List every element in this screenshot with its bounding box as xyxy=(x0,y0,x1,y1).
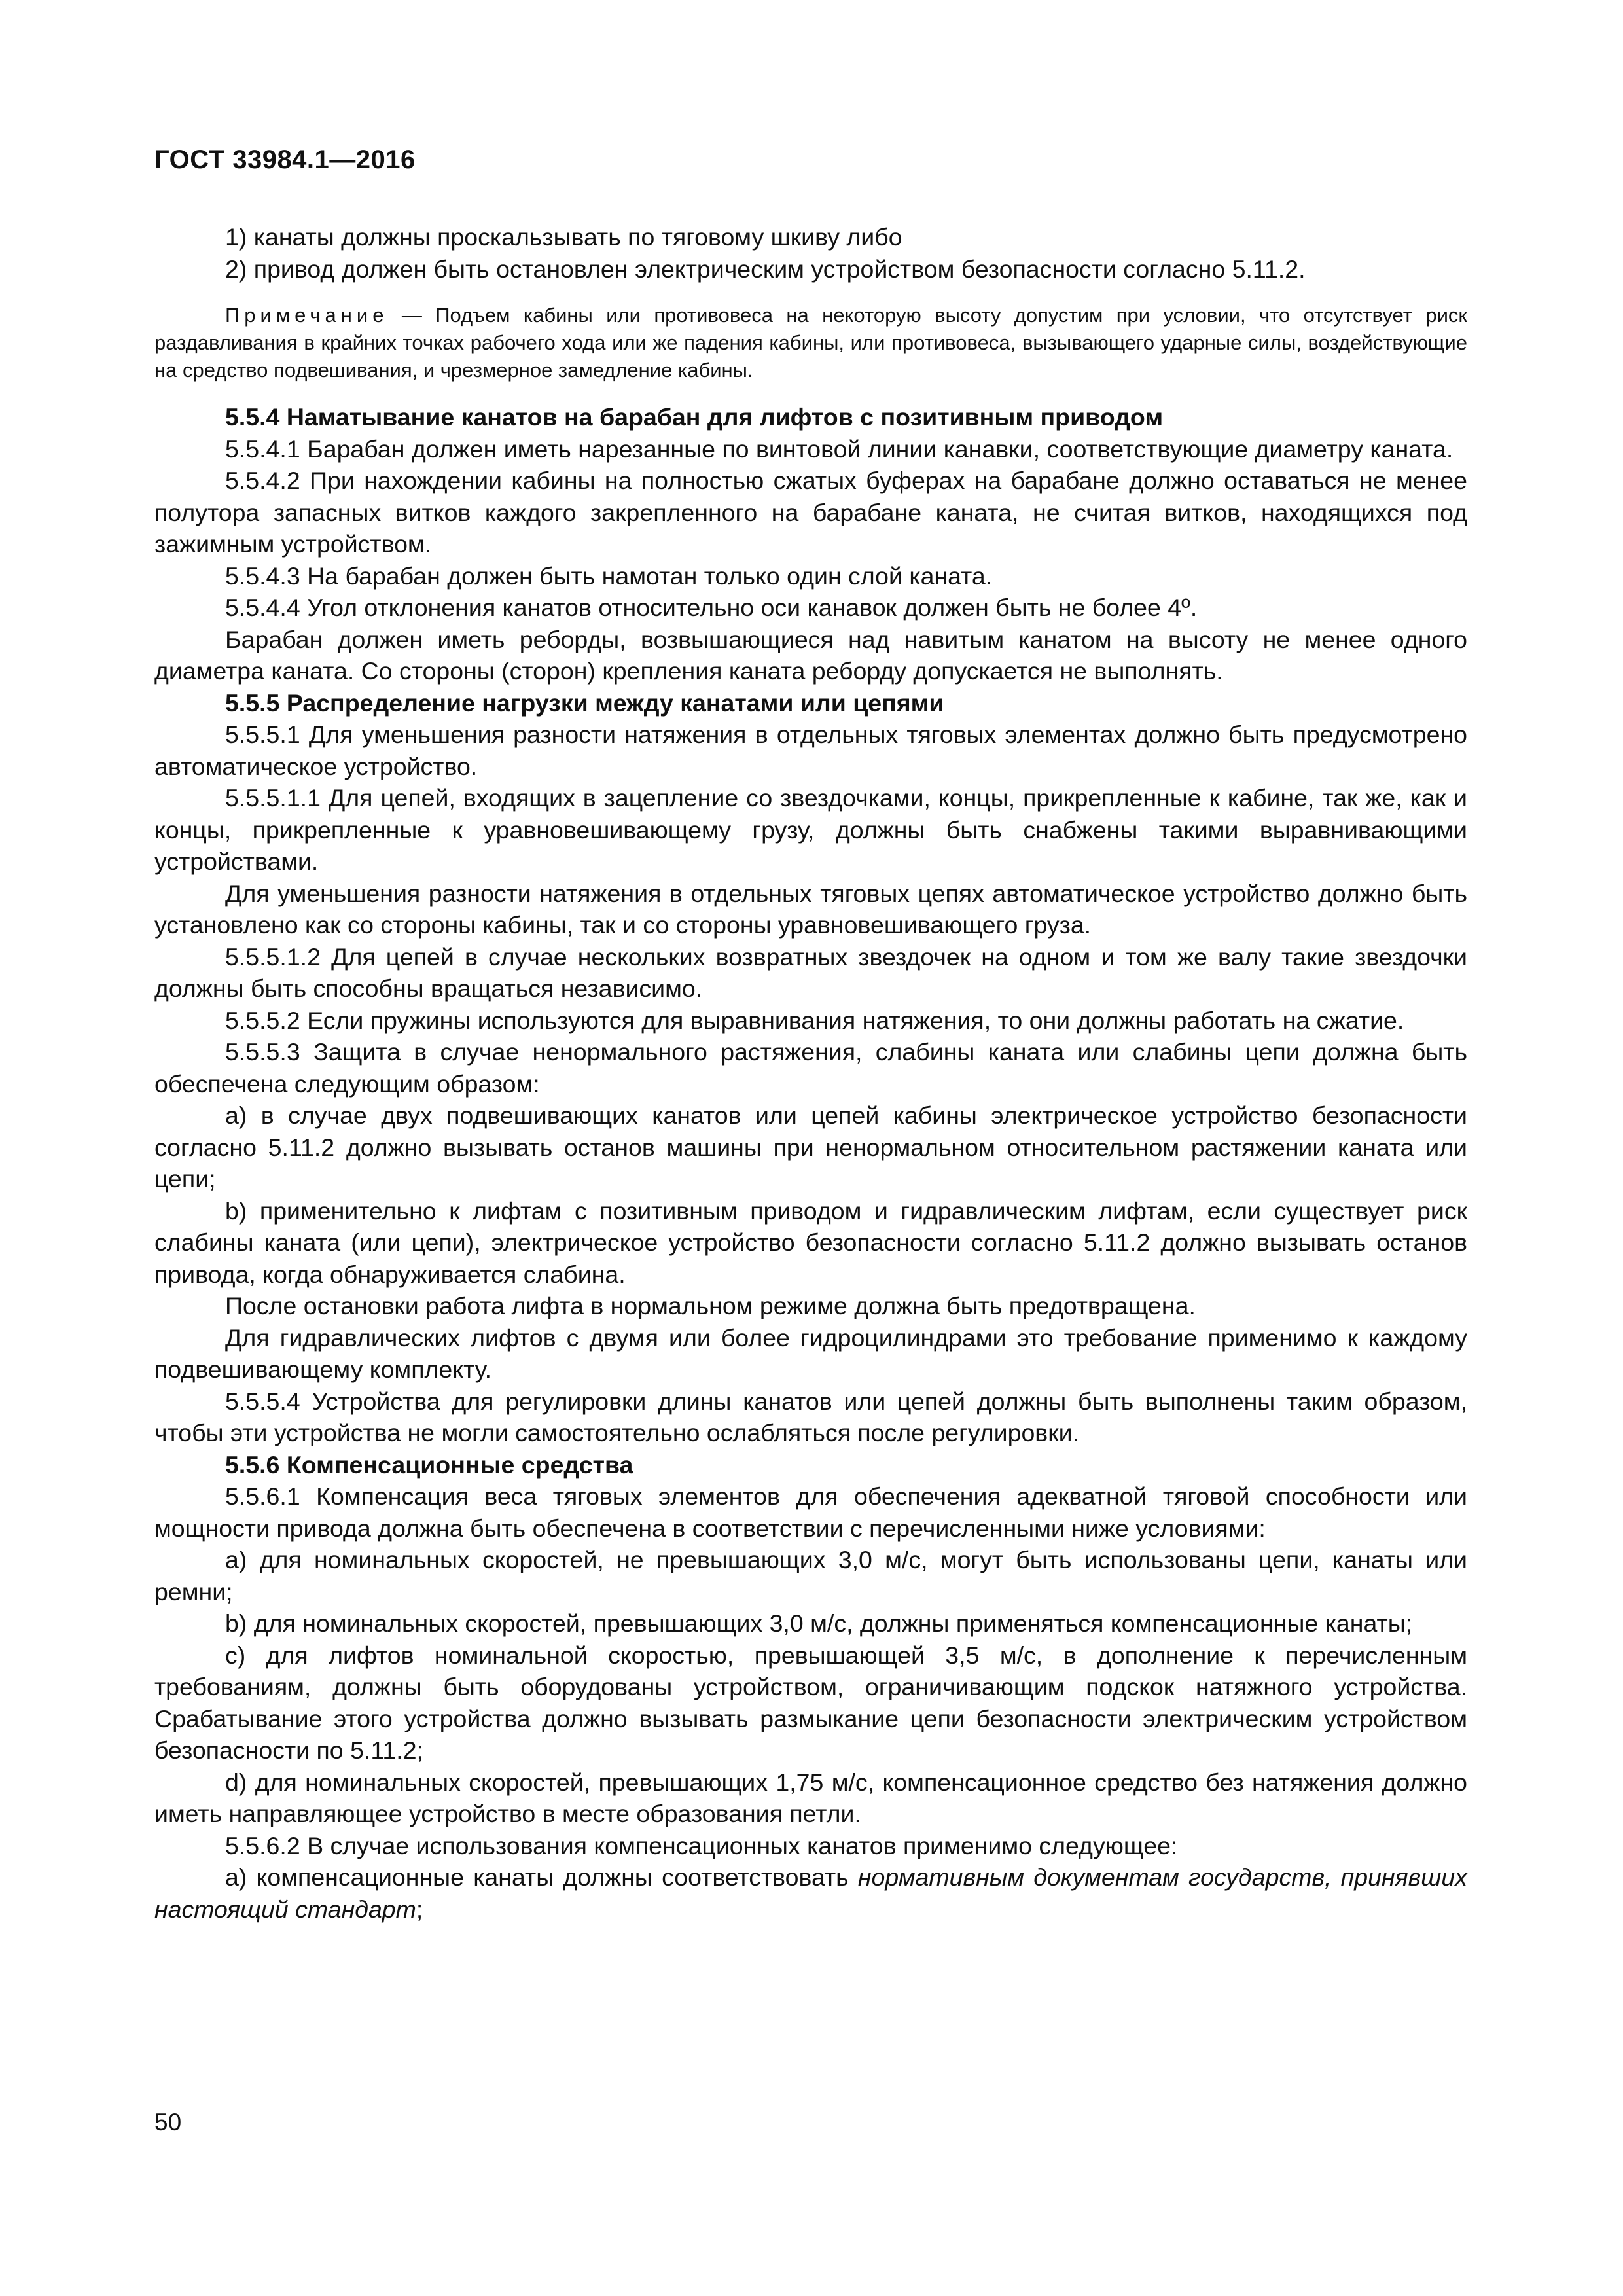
normative-reference: нормативным документам государств, принявших настоящий стандарт xyxy=(154,1863,1467,1923)
paragraph: Для уменьшения разности натяжения в отдельных тяговых цепях автоматическое устройство должно быть установлено как со стороны кабины, так и со стороны уравновешивающего груза. xyxy=(154,879,1467,939)
list-item xyxy=(154,1861,1467,1925)
paragraph: 5.5.5.2 Если пружины используются для выравнивания натяжения, то они должны работать на сжатие. xyxy=(225,1006,1404,1034)
section-heading-5-5-6: 5.5.6 Компенсационные средства xyxy=(225,1450,633,1479)
list-item: 2) привод должен быть остановлен электрическим устройством безопасности согласно 5.11.2. xyxy=(225,255,1306,283)
paragraph: 5.5.5.1 Для уменьшения разности натяжения в отдельных тяговых элементах должно быть предусмотрено автоматическое устройство. xyxy=(154,721,1467,780)
paragraph: После остановки работа лифта в нормальном режиме должна быть предотвращена. xyxy=(225,1292,1196,1319)
note-text: — Подъем кабины или противовеса на некоторую высоту допустим при условии, что отсутствует риск раздавливания в крайних точках рабочего хода или же падения кабины, или противовеса, вызывающего ударные силы, воздействующие на средство подвешивания, и чрезмерное замедление кабины. xyxy=(154,304,1467,382)
note xyxy=(154,302,1467,384)
paragraph: Барабан должен иметь реборды, возвышающиеся над навитым канатом на высоту не менее одного диаметра каната. Со стороны (сторон) крепления каната реборду допускается не выполнять. xyxy=(154,625,1467,685)
paragraph: 5.5.6.1 Компенсация веса тяговых элементов для обеспечения адекватной тяговой способности или мощности привода должна быть обеспечена в соответствии с перечисленными ниже условиями: xyxy=(154,1482,1467,1542)
list-item: c) для лифтов номинальной скоростью, превышающей 3,5 м/с, в дополнение к перечисленным требованиям, должны быть оборудованы устройством, ограничивающим подскок натяжного устройства. Срабатывание этого устройства должно вызывать размыкание цепи безопасности электрическим устройством безопасности по 5.11.2; xyxy=(154,1641,1467,1764)
paragraph: 5.5.5.3 Защита в случае ненормального растяжения, слабины каната или слабины цепи должна быть обеспечена следующим образом: xyxy=(154,1038,1467,1098)
paragraph: 5.5.4.1 Барабан должен иметь нарезанные по винтовой линии канавки, соответствующие диаметру каната. xyxy=(225,435,1454,463)
list-item-punctuation: ; xyxy=(416,1895,423,1923)
section-heading-5-5-5: 5.5.5 Распределение нагрузки между канатами или цепями xyxy=(225,689,944,717)
page-number: 50 xyxy=(154,2109,182,2136)
list-item: b) применительно к лифтам с позитивным приводом и гидравлическим лифтам, если существует риск слабины каната (или цепи), электрическое устройство безопасности согласно 5.11.2 должно вызывать останов привода, когда обнаруживается слабина. xyxy=(154,1196,1467,1288)
paragraph: 5.5.5.4 Устройства для регулировки длины канатов или цепей должны быть выполнены таким образом, чтобы эти устройства не могли самостоятельно ослабляться после регулировки. xyxy=(154,1387,1467,1446)
list-item-text: a) компенсационные канаты должны соответствовать xyxy=(225,1863,858,1891)
list-item: d) для номинальных скоростей, превышающих 1,75 м/с, компенсационное средство без натяжения должно иметь направляющее устройство в месте образования петли. xyxy=(154,1768,1467,1827)
list-item: b) для номинальных скоростей, превышающих 3,0 м/с, должны применяться компенсационные канаты; xyxy=(225,1609,1413,1637)
paragraph: 5.5.6.2 В случае использования компенсационных канатов применимо следующее: xyxy=(225,1831,1178,1859)
document-header: ГОСТ 33984.1—2016 xyxy=(154,145,416,174)
paragraph: 5.5.4.3 На барабан должен быть намотан только один слой каната. xyxy=(225,562,993,590)
paragraph: 5.5.4.4 Угол отклонения канатов относительно оси канавок должен быть не более 4º. xyxy=(225,594,1198,621)
list-item: a) в случае двух подвешивающих канатов или цепей кабины электрическое устройство безопасности согласно 5.11.2 должно вызывать останов машины при ненормальном относительном растяжении каната или цепи; xyxy=(154,1102,1467,1193)
page-content xyxy=(154,221,1467,1925)
note-label: Примечание xyxy=(225,304,389,327)
paragraph: 5.5.5.1.2 Для цепей в случае нескольких возвратных звездочек на одном и том же валу такие звездочки должны быть способны вращаться независимо. xyxy=(154,942,1467,1002)
list-item: 1) канаты должны проскальзывать по тяговому шкиву либо xyxy=(225,223,902,251)
paragraph: Для гидравлических лифтов с двумя или более гидроцилиндрами это требование применимо к каждому подвешивающему комплекту. xyxy=(154,1323,1467,1383)
section-heading-5-5-4: 5.5.4 Наматывание канатов на барабан для лифтов с позитивным приводом xyxy=(225,403,1164,431)
list-item: a) для номинальных скоростей, не превышающих 3,0 м/с, могут быть использованы цепи, канаты или ремни; xyxy=(154,1546,1467,1605)
paragraph: 5.5.4.2 При нахождении кабины на полностью сжатых буферах на барабане должно оставаться не менее полутора запасных витков каждого закрепленного на барабане каната, не считая витков, находящихся под зажимным устройством. xyxy=(154,467,1467,558)
paragraph: 5.5.5.1.1 Для цепей, входящих в зацепление со звездочками, концы, прикрепленные к кабине, так же, как и концы, прикрепленные к уравновешивающему грузу, должны быть снабжены такими выравнивающими устройствами. xyxy=(154,784,1467,875)
